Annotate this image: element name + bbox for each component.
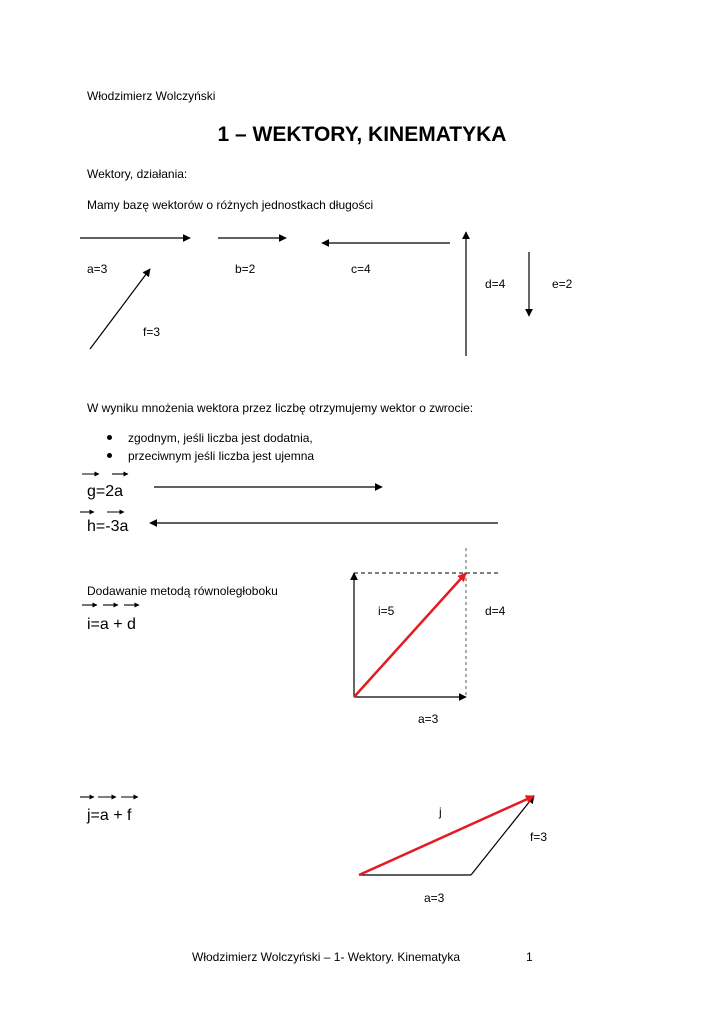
footer-text: Włodzimierz Wolczyński – 1- Wektory. Kinematyka: [192, 950, 461, 964]
vectors-heading: Wektory, działania:: [87, 167, 188, 181]
label-a-parallelogram: a=3: [418, 712, 439, 726]
author-name: Włodzimierz Wolczyński: [87, 89, 216, 103]
bullet-positive: zgodnym, jeśli liczba jest dodatnia,: [128, 431, 313, 445]
label-i: i=5: [378, 604, 395, 618]
label-d-parallelogram: d=4: [485, 604, 506, 618]
vectors-intro: Mamy bazę wektorów o różnych jednostkach długości: [87, 198, 374, 212]
parallelogram-i-result: [354, 573, 466, 697]
triangle-f: [471, 796, 534, 875]
triangle-j-result: [359, 796, 534, 875]
label-c: c=4: [351, 262, 371, 276]
label-b: b=2: [235, 262, 256, 276]
equation-i: i=a + d: [87, 616, 136, 633]
parallelogram-heading: Dodawanie metodą równoległoboku: [87, 584, 278, 598]
page-number: 1: [526, 950, 533, 964]
bullet-negative: przeciwnym jeśli liczba jest ujemna: [128, 449, 315, 463]
label-j: j: [439, 805, 442, 819]
page-title: 1 – WEKTORY, KINEMATYKA: [217, 123, 507, 146]
label-d: d=4: [485, 277, 506, 291]
equation-h: h=-3a: [87, 518, 129, 535]
label-e: e=2: [552, 277, 573, 291]
multiply-intro: W wyniku mnożenia wektora przez liczbę otrzymujemy wektor o zwrocie:: [87, 401, 474, 415]
vector-f: [90, 269, 150, 349]
label-a-triangle: a=3: [424, 891, 445, 905]
equation-g: g=2a: [87, 483, 124, 500]
equation-j: j=a + f: [87, 807, 132, 824]
label-f: f=3: [143, 325, 161, 339]
label-a: a=3: [87, 262, 108, 276]
label-f-triangle: f=3: [530, 830, 548, 844]
